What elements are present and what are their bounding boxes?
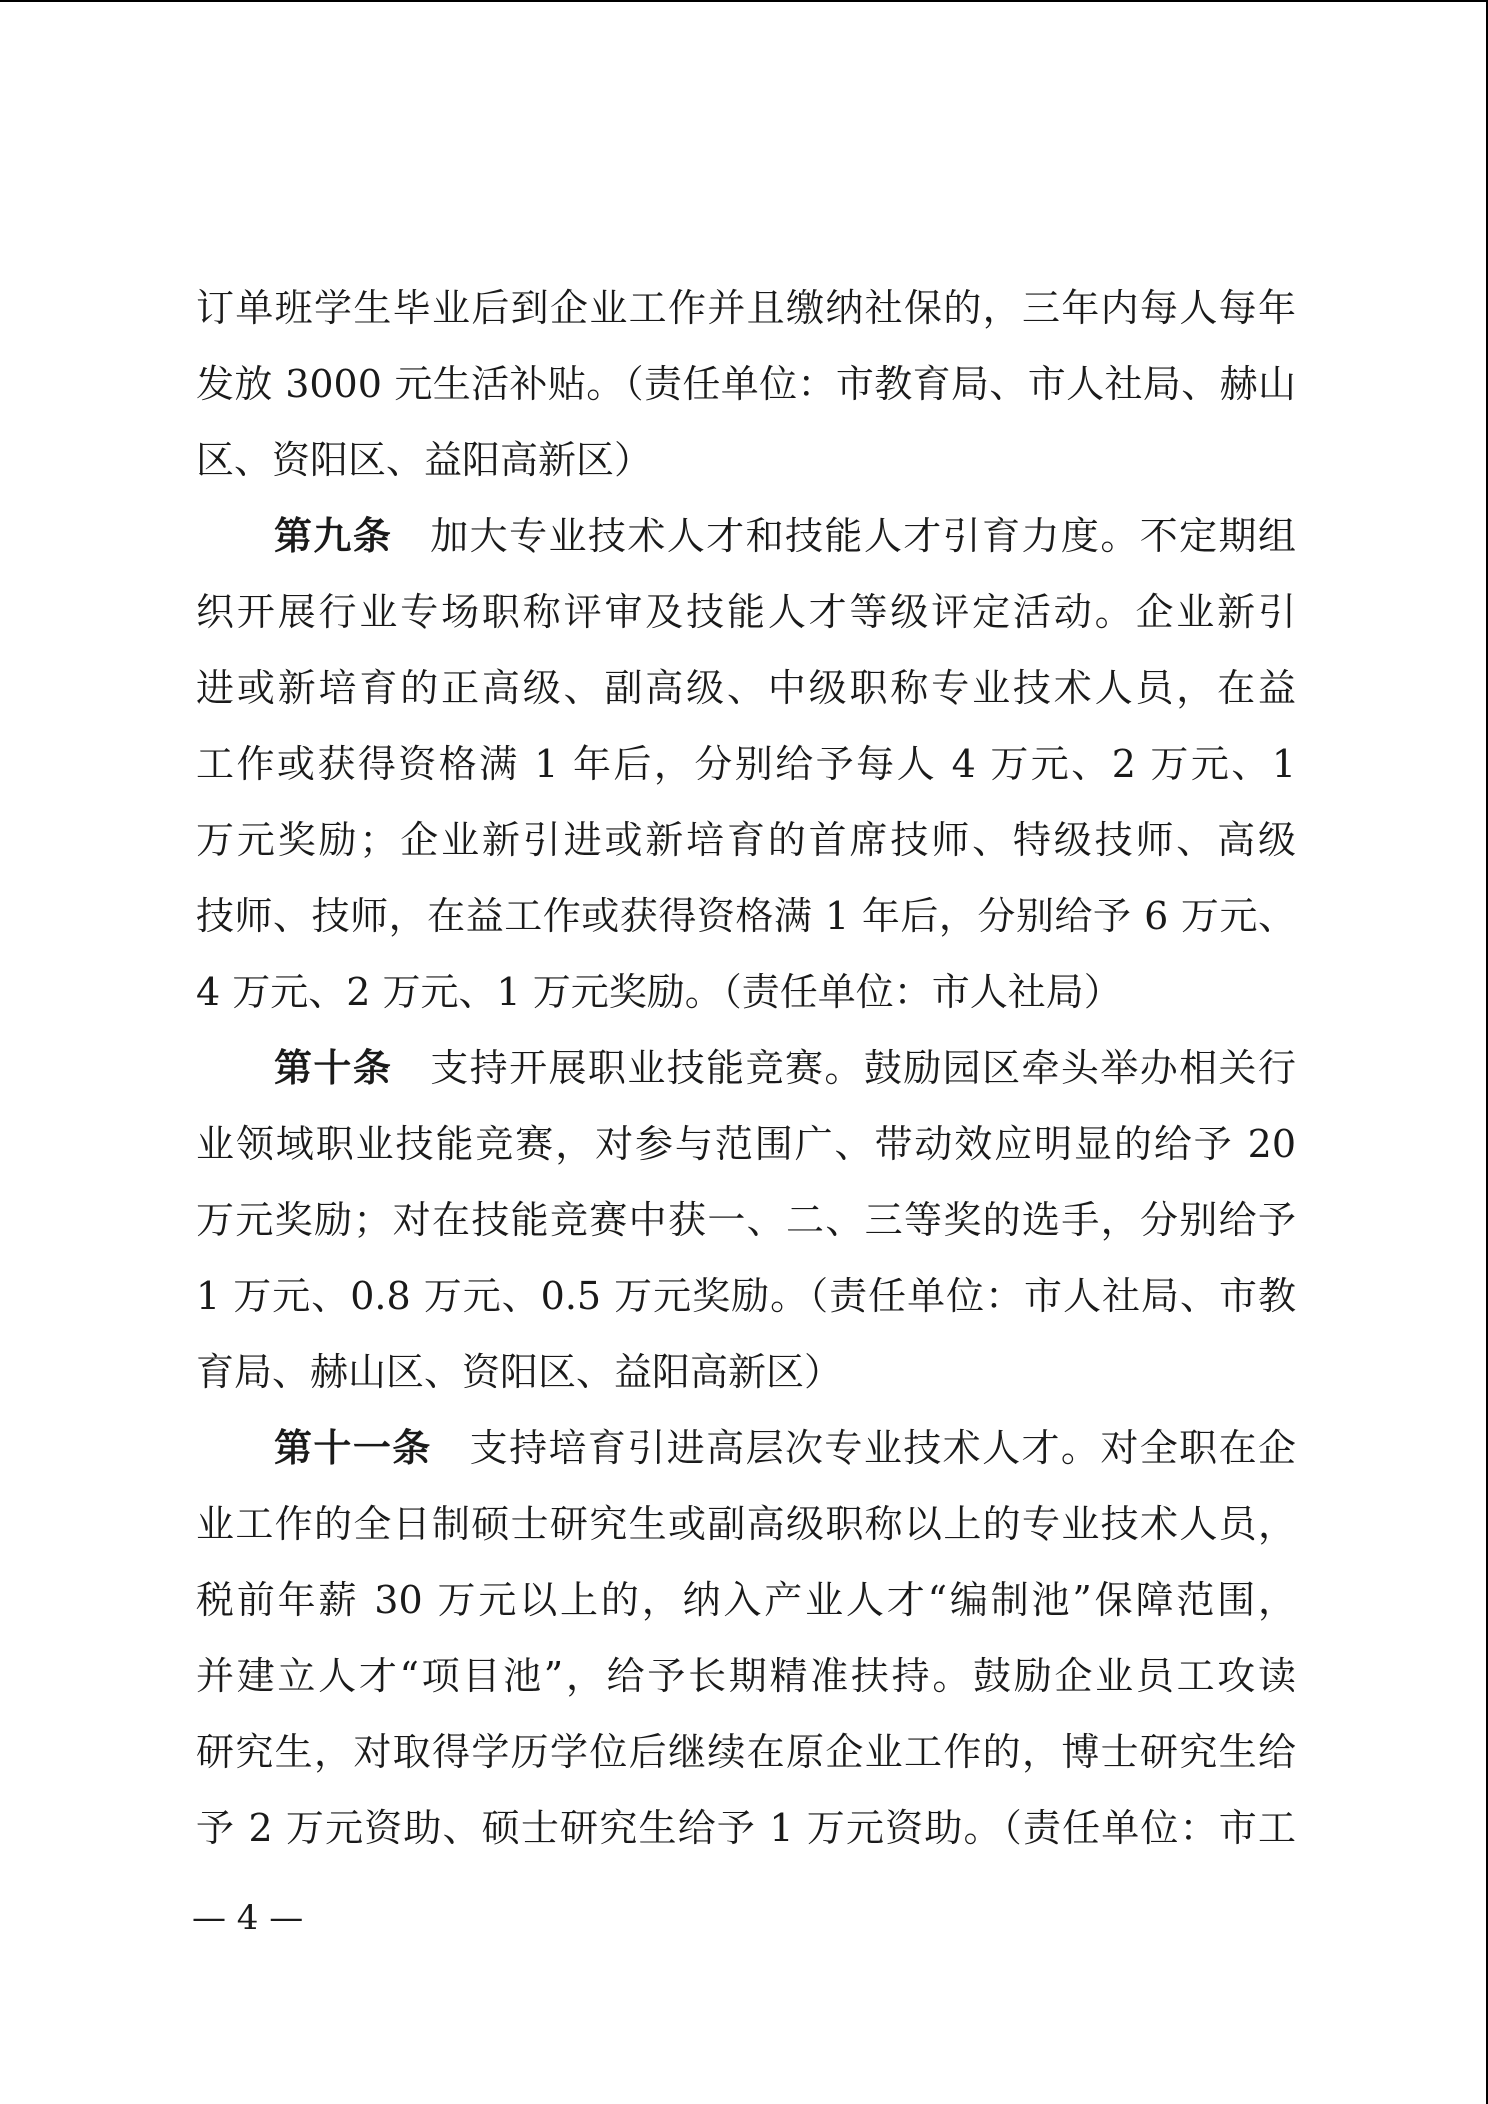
text-line: 育局、赫山区、资阳区、益阳高新区） [196, 1350, 843, 1394]
text-line: 支持培育引进高层次专业技术人才。对全职在企 [469, 1426, 1296, 1470]
text-line: 税前年薪 30 万元以上的，纳入产业人才“编制池”保障范围， [196, 1578, 1296, 1622]
text-line: 订单班学生毕业后到企业工作并且缴纳社保的，三年内每人每年 [196, 286, 1296, 330]
article-9-first-line [196, 498, 1296, 574]
text-line: 织开展行业专场职称评审及技能人才等级评定活动。企业新引 [196, 590, 1296, 634]
article-11-first-line [196, 1410, 1296, 1486]
text-line: 进或新培育的正高级、副高级、中级职称专业技术人员，在益 [196, 666, 1296, 710]
text-line: 业领域职业技能竞赛，对参与范围广、带动效应明显的给予 20 [196, 1122, 1296, 1166]
page-number: — 4 — [192, 1898, 304, 1938]
text-line: 技师、技师，在益工作或获得资格满 1 年后，分别给予 6 万元、 [196, 894, 1296, 938]
article-number: 第十条 [274, 1046, 393, 1090]
text-line: 万元奖励；对在技能竞赛中获一、二、三等奖的选手，分别给予 [196, 1198, 1296, 1242]
text-line: 业工作的全日制硕士研究生或副高级职称以上的专业技术人员， [196, 1502, 1296, 1546]
text-line: 4 万元、2 万元、1 万元奖励。（责任单位：市人社局） [196, 970, 1122, 1014]
article-number: 第九条 [274, 514, 393, 558]
text-line: 区、资阳区、益阳高新区） [196, 438, 653, 482]
text-line: 发放 3000 元生活补贴。（责任单位：市教育局、市人社局、赫山 [196, 362, 1296, 406]
text-line: 予 2 万元资助、硕士研究生给予 1 万元资助。（责任单位：市工 [196, 1806, 1296, 1850]
text-line: 万元奖励；企业新引进或新培育的首席技师、特级技师、高级 [196, 818, 1296, 862]
text-line: 1 万元、0.8 万元、0.5 万元奖励。（责任单位：市人社局、市教 [196, 1274, 1296, 1318]
text-line: 并建立人才“项目池”，给予长期精准扶持。鼓励企业员工攻读 [196, 1654, 1296, 1698]
article-10-first-line [196, 1030, 1296, 1106]
text-line: 工作或获得资格满 1 年后，分别给予每人 4 万元、2 万元、1 [196, 742, 1296, 786]
article-number: 第十一条 [274, 1426, 432, 1470]
text-line: 支持开展职业技能竞赛。鼓励园区牵头举办相关行 [430, 1046, 1296, 1090]
text-line: 加大专业技术人才和技能人才引育力度。不定期组 [430, 514, 1296, 558]
text-line: 研究生，对取得学历学位后继续在原企业工作的，博士研究生给 [196, 1730, 1296, 1774]
page-top-edge [0, 0, 1488, 2]
